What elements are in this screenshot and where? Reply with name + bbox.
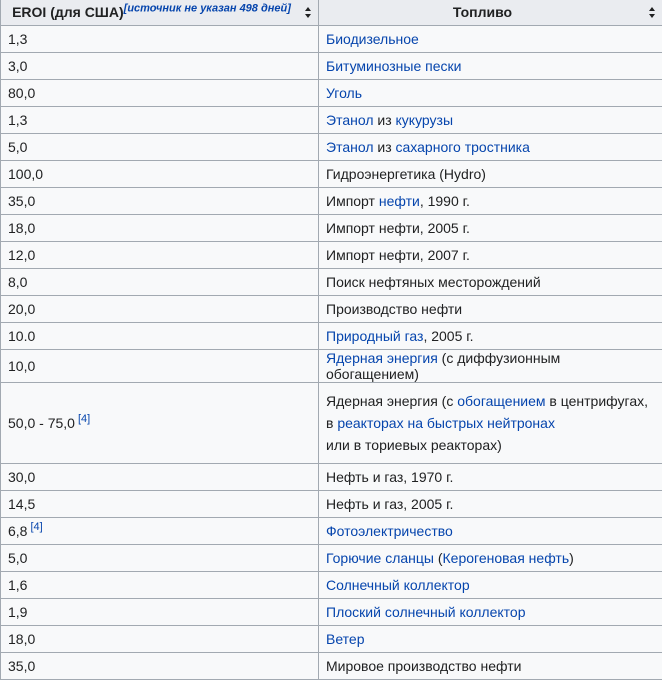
eroi-value-cell [1,215,319,242]
table-header-row [1,0,662,26]
eroi-value: 3,0 [8,58,27,74]
eroi-value-cell [1,626,319,653]
fuel-text: ( [434,550,443,566]
fuel-link[interactable]: Солнечный коллектор [326,577,470,593]
fuel-cell [319,80,662,107]
fuel-line [326,390,655,412]
fuel-link[interactable]: Ветер [326,631,365,647]
table-row [1,242,662,269]
column-header-fuel[interactable] [319,0,662,26]
eroi-value: 50,0 - 75,0 [8,415,75,431]
fuel-link[interactable]: обогащением [457,393,545,409]
eroi-value: 35,0 [8,193,35,209]
eroi-value-cell [1,323,319,350]
fuel-text: Ядерная энергия (с [326,393,457,409]
fuel-link[interactable]: Природный газ [326,328,423,344]
column-header-eroi[interactable] [1,0,319,26]
fuel-link[interactable]: Уголь [326,85,362,101]
fuel-text: Мировое производство нефти [326,658,521,674]
fuel-cell [319,626,662,653]
reference-link[interactable]: [4] [78,413,90,425]
fuel-cell [319,296,662,323]
table-row [1,518,662,545]
eroi-value: 1,3 [8,112,27,128]
fuel-line [326,434,655,456]
fuel-text: (с диффузионным обогащением) [326,350,560,382]
fuel-cell [319,350,662,383]
eroi-value: 10,0 [8,358,35,374]
table-row [1,323,662,350]
fuel-text: Гидроэнергетика (Hydro) [326,166,486,182]
eroi-value-cell [1,296,319,323]
fuel-text: Нефть и газ, 1970 г. [326,469,453,485]
fuel-cell [319,53,662,80]
eroi-value-cell [1,188,319,215]
eroi-value: 18,0 [8,220,35,236]
fuel-link[interactable]: Ядерная энергия [326,350,438,366]
fuel-cell [319,26,662,53]
fuel-cell [319,134,662,161]
eroi-value-cell [1,383,319,464]
eroi-value: 80,0 [8,85,35,101]
fuel-cell [319,383,662,464]
sort-icon[interactable] [649,7,656,18]
table-row [1,491,662,518]
citation-needed-link[interactable]: [источник не указан 498 дней] [124,2,291,14]
fuel-cell [319,242,662,269]
eroi-value: 30,0 [8,469,35,485]
table-row [1,107,662,134]
eroi-value-cell [1,653,319,680]
fuel-link[interactable]: кукурузы [396,112,454,128]
sort-icon[interactable] [305,7,312,18]
fuel-cell [319,107,662,134]
eroi-value-cell [1,242,319,269]
fuel-cell [319,215,662,242]
fuel-cell [319,188,662,215]
eroi-value-cell [1,134,319,161]
eroi-value: 1,3 [8,31,27,47]
fuel-link[interactable]: Этанол [326,112,373,128]
fuel-cell [319,464,662,491]
table-row [1,188,662,215]
table-row [1,26,662,53]
eroi-value: 6,8 [8,523,27,539]
fuel-cell [319,545,662,572]
table-row [1,53,662,80]
eroi-value-cell [1,53,319,80]
eroi-value: 10.0 [8,328,35,344]
table-row [1,599,662,626]
eroi-value: 5,0 [8,139,27,155]
fuel-text: Импорт [326,193,379,209]
fuel-text: Импорт нефти, 2005 г. [326,220,470,236]
table-row [1,572,662,599]
fuel-link[interactable]: Биодизельное [326,31,419,47]
eroi-value: 35,0 [8,658,35,674]
table-row [1,215,662,242]
table-row [1,653,662,680]
table-row [1,269,662,296]
fuel-link[interactable]: реакторах на быстрых нейтронах [337,415,555,431]
fuel-text: Импорт нефти, 2007 г. [326,247,470,263]
fuel-link[interactable]: сахарного тростника [396,139,530,155]
fuel-text: ) [569,550,574,566]
eroi-value-cell [1,545,319,572]
eroi-value: 8,0 [8,274,27,290]
column-header-eroi-label: EROI (для США) [12,4,124,20]
eroi-value: 18,0 [8,631,35,647]
fuel-text: Нефть и газ, 2005 г. [326,496,453,512]
eroi-value: 20,0 [8,301,35,317]
fuel-link[interactable]: Керогеновая нефть [443,550,570,566]
fuel-text: из [373,139,395,155]
fuel-link[interactable]: Фотоэлектричество [326,523,453,539]
eroi-value-cell [1,26,319,53]
eroi-value: 12,0 [8,247,35,263]
table-row [1,464,662,491]
fuel-text: , 2005 г. [423,328,473,344]
fuel-cell [319,161,662,188]
fuel-cell [319,572,662,599]
eroi-value: 100,0 [8,166,43,182]
eroi-value-cell [1,464,319,491]
fuel-cell [319,269,662,296]
fuel-line [326,412,655,434]
table-row [1,545,662,572]
column-header-fuel-label: Топливо [453,4,512,20]
reference-link[interactable]: [4] [30,521,42,533]
fuel-cell [319,653,662,680]
table-body [1,26,662,680]
fuel-text: Производство нефти [326,301,462,317]
table-row [1,626,662,653]
eroi-value: 5,0 [8,550,27,566]
table-row [1,134,662,161]
eroi-value-cell [1,80,319,107]
fuel-text: , 1990 г. [420,193,470,209]
table-row [1,80,662,107]
eroi-value-cell [1,161,319,188]
eroi-value-cell [1,350,319,383]
eroi-value-cell [1,572,319,599]
eroi-value: 14,5 [8,496,35,512]
eroi-value-cell [1,518,319,545]
table-row [1,383,662,464]
fuel-text: в [326,415,337,431]
eroi-value-cell [1,491,319,518]
fuel-cell [319,518,662,545]
eroi-value-cell [1,599,319,626]
fuel-text: Поиск нефтяных месторождений [326,274,541,290]
table-row [1,350,662,383]
table-row [1,161,662,188]
eroi-value: 1,6 [8,577,27,593]
eroi-value-cell [1,107,319,134]
fuel-link[interactable]: Этанол [326,139,373,155]
fuel-link[interactable]: Битуминозные пески [326,58,461,74]
eroi-value-cell [1,269,319,296]
fuel-link[interactable]: Плоский солнечный коллектор [326,604,525,620]
fuel-cell [319,323,662,350]
fuel-text: из [373,112,395,128]
fuel-cell [319,599,662,626]
fuel-text: в центрифугах, [546,393,648,409]
fuel-text: или в ториевых реакторах) [326,437,502,453]
eroi-value: 1,9 [8,604,27,620]
fuel-link[interactable]: Горючие сланцы [326,550,434,566]
fuel-link[interactable]: нефти [379,193,420,209]
fuel-cell [319,491,662,518]
table-row [1,296,662,323]
